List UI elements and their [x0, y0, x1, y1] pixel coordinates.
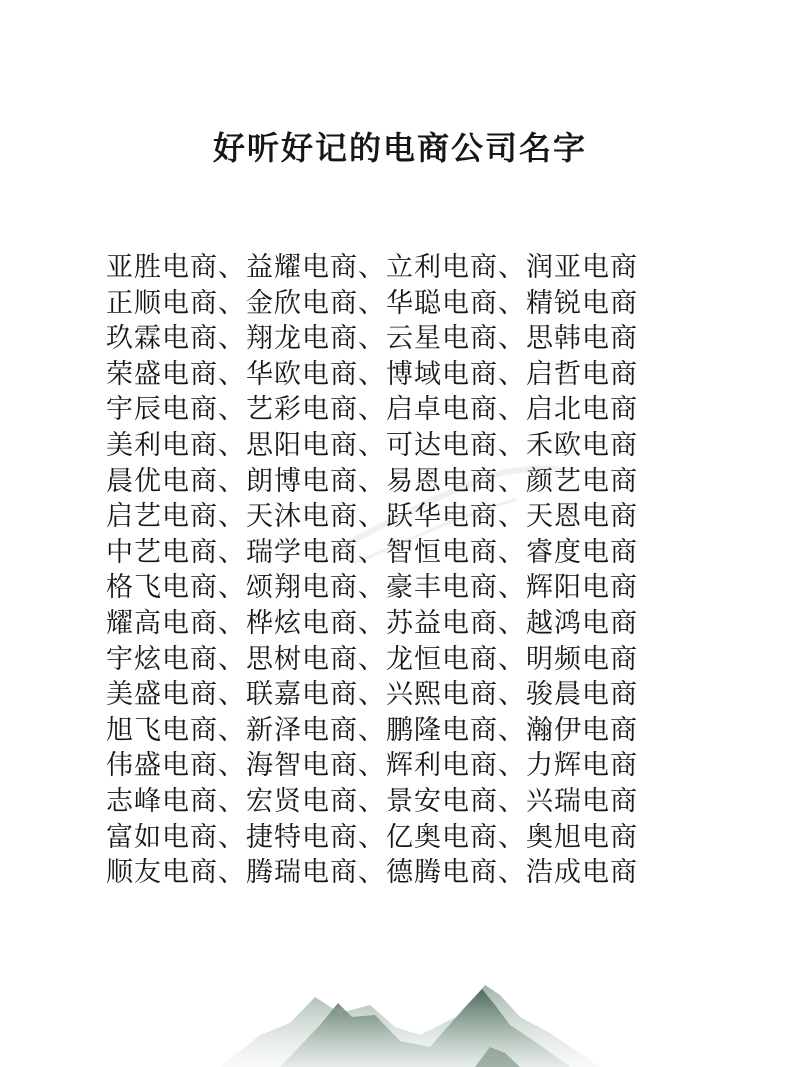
name-row: 美利电商、思阳电商、可达电商、禾欧电商 — [106, 429, 638, 461]
name-row: 正顺电商、金欣电商、华聪电商、精锐电商 — [106, 287, 638, 319]
name-row: 顺友电商、腾瑞电商、德腾电商、浩成电商 — [106, 857, 638, 889]
name-row: 富如电商、捷特电商、亿奥电商、奥旭电商 — [106, 821, 638, 853]
name-row: 旭飞电商、新泽电商、鹏隆电商、瀚伊电商 — [106, 714, 638, 746]
page-title: 好听好记的电商公司名字 — [212, 129, 587, 167]
name-row: 伟盛电商、海智电商、辉利电商、力辉电商 — [106, 750, 638, 782]
name-row: 晨优电商、朗博电商、易恩电商、颜艺电商 — [106, 465, 638, 497]
name-row: 宇炫电商、思树电商、龙恒电商、明频电商 — [106, 643, 638, 675]
company-name-list — [106, 250, 706, 891]
name-row: 耀高电商、桦炫电商、苏益电商、越鸿电商 — [106, 607, 638, 639]
ink-mountains-illustration — [220, 955, 600, 1067]
name-row: 宇辰电商、艺彩电商、启卓电商、启北电商 — [106, 394, 638, 426]
name-row: 美盛电商、联嘉电商、兴熙电商、骏晨电商 — [106, 679, 638, 711]
name-row: 玖霖电商、翔龙电商、云星电商、思韩电商 — [106, 323, 638, 355]
name-row: 启艺电商、天沐电商、跃华电商、天恩电商 — [106, 501, 638, 533]
name-row: 格飞电商、颂翔电商、豪丰电商、辉阳电商 — [106, 572, 638, 604]
name-row: 志峰电商、宏贤电商、景安电商、兴瑞电商 — [106, 785, 638, 817]
name-row: 亚胜电商、益耀电商、立利电商、润亚电商 — [106, 252, 638, 283]
name-row: 中艺电商、瑞学电商、智恒电商、睿度电商 — [106, 536, 638, 568]
name-row: 荣盛电商、华欧电商、博域电商、启哲电商 — [106, 358, 638, 390]
